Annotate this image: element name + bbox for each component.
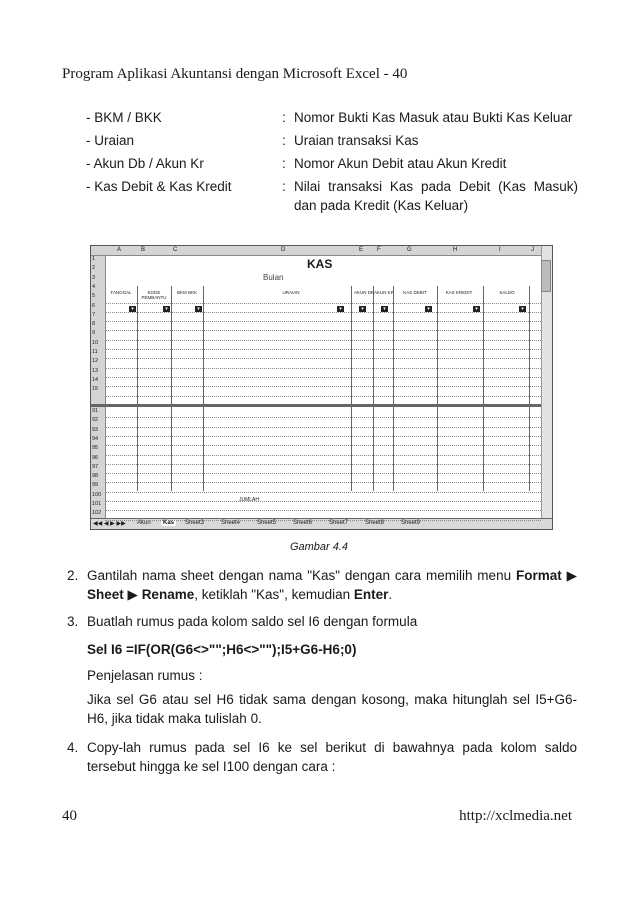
column-label: J xyxy=(531,247,534,253)
row-number: 98 xyxy=(92,473,99,480)
column-label: I xyxy=(499,247,501,253)
step-text: Copy-lah rumus pada sel I6 ke sel berikut di bawahnya pada kolom saldo tersebut hingga ke sel I100 dengan cara : xyxy=(87,740,577,774)
page-header: Program Aplikasi Akuntansi dengan Microsoft Excel - 40 xyxy=(62,66,408,82)
definition-colon: : xyxy=(282,110,286,125)
row-number: 92 xyxy=(92,417,99,424)
grid-column-line xyxy=(351,286,352,491)
col-header-akun-kr: AKUN KR xyxy=(374,290,395,295)
menu-format: Format xyxy=(515,568,562,583)
step-text: Buatlah rumus pada kolom saldo sel I6 dengan formula xyxy=(87,614,418,629)
row-number: 1 xyxy=(92,256,96,262)
step-text: , ketiklah "Kas", kemudian xyxy=(194,587,351,602)
col-header-saldo: SALDO xyxy=(499,290,515,295)
tab-akun[interactable]: Akun xyxy=(137,520,151,526)
grid-column-line xyxy=(137,286,138,491)
filter-dropdown-icon[interactable]: ▾ xyxy=(425,306,432,312)
arrow-right-icon: ▶ xyxy=(127,587,138,602)
penjelasan-title: Penjelasan rumus : xyxy=(87,668,203,683)
row-number: 9 xyxy=(92,330,96,337)
row-number: 8 xyxy=(92,321,96,328)
row-number: 3 xyxy=(92,274,96,281)
tab-sheet7[interactable]: Sheet7 xyxy=(329,520,349,526)
row-number: 102 xyxy=(92,510,102,517)
step-number: 2. xyxy=(67,568,79,583)
row-number: 97 xyxy=(92,463,99,470)
step-4 xyxy=(67,738,577,776)
row-number: 6 xyxy=(92,302,96,309)
filter-dropdown-icon[interactable]: ▾ xyxy=(195,306,202,312)
filter-dropdown-icon[interactable]: ▾ xyxy=(473,306,480,312)
row-number: 101 xyxy=(92,501,102,507)
column-label: H xyxy=(453,247,458,253)
filter-dropdown-icon[interactable]: ▾ xyxy=(129,306,136,312)
row-number: 15 xyxy=(92,386,99,393)
col-header-bkm: BKM BKK xyxy=(176,290,197,295)
col-header-uraian: URAIAN xyxy=(282,290,300,295)
filter-dropdown-icon[interactable]: ▾ xyxy=(337,306,344,312)
tab-sheet6[interactable]: Sheet6 xyxy=(293,520,313,526)
step-3 xyxy=(67,612,577,631)
grid-column-line xyxy=(171,286,172,491)
col-header-tanggal: TANGGAL xyxy=(110,290,132,295)
column-label: B xyxy=(141,247,146,253)
column-label: A xyxy=(117,247,122,253)
tab-sheet8[interactable]: Sheet8 xyxy=(365,520,385,526)
definition-row xyxy=(86,131,578,150)
col-header-akun-db: AKUN DB xyxy=(354,290,375,295)
definition-term: - Kas Debit & Kas Kredit xyxy=(86,179,232,194)
row-number: 93 xyxy=(92,426,99,433)
column-label: D xyxy=(281,247,286,253)
definition-list xyxy=(86,108,578,219)
row-number: 94 xyxy=(92,435,99,442)
grid-column-line xyxy=(483,286,484,491)
definition-colon: : xyxy=(282,156,286,171)
tab-kas[interactable]: Kas xyxy=(163,520,175,526)
filter-dropdown-icon[interactable]: ▾ xyxy=(359,306,366,312)
row-number: 99 xyxy=(92,482,99,489)
grid-line xyxy=(105,492,541,493)
tab-sheet5[interactable]: Sheet5 xyxy=(257,520,277,526)
grid-line xyxy=(105,501,541,502)
key-enter: Enter xyxy=(353,587,389,602)
row-number: 5 xyxy=(92,293,96,300)
definition-colon: : xyxy=(282,179,286,194)
column-label: C xyxy=(173,247,178,253)
step-text: Gantilah nama sheet dengan nama "Kas" dengan cara memilih menu xyxy=(87,568,512,583)
tab-sheet3[interactable]: Sheet3 xyxy=(185,520,205,526)
column-label: F xyxy=(377,247,381,253)
tab-sheet9[interactable]: Sheet9 xyxy=(401,520,421,526)
spreadsheet-screenshot xyxy=(90,245,553,530)
row-number: 13 xyxy=(92,367,99,374)
sheet-title: KAS xyxy=(307,257,333,271)
row-number: 7 xyxy=(92,311,96,318)
definition-row xyxy=(86,154,578,173)
row-number: 14 xyxy=(92,376,99,383)
column-label: G xyxy=(407,247,412,253)
definition-term: - BKM / BKK xyxy=(86,110,162,125)
col-header-kode: KODE PEMBANTU xyxy=(141,290,167,300)
grid-column-line xyxy=(203,286,204,491)
arrow-right-icon: ▶ xyxy=(566,568,577,583)
definition-term: - Uraian xyxy=(86,133,135,148)
scrollbar-thumb[interactable] xyxy=(541,260,551,292)
filter-dropdown-icon[interactable]: ▾ xyxy=(163,306,170,312)
step-text: . xyxy=(388,587,393,602)
row-number: 12 xyxy=(92,358,99,365)
row-number: 11 xyxy=(92,349,98,355)
formula: Sel I6 =IF(OR(G6<>"";H6<>"");I5+G6-H6;0) xyxy=(87,642,357,657)
tab-sheet4[interactable]: Sheet4 xyxy=(221,520,241,526)
definition-desc: Nilai transaksi Kas pada Debit (Kas Masuk) dan pada Kredit (Kas Keluar) xyxy=(294,179,578,213)
definition-term: - Akun Db / Akun Kr xyxy=(86,156,204,171)
row-number: 100 xyxy=(92,491,102,498)
grid-line xyxy=(105,520,541,521)
grid-column-line xyxy=(373,286,374,491)
penjelasan-text: Jika sel G6 atau sel H6 tidak sama dengan kosong, maka hitunglah sel I5+G6-H6, jika tidak maka tulislah 0. xyxy=(87,692,577,726)
definition-row xyxy=(86,108,578,127)
row-number: 96 xyxy=(92,454,99,461)
filter-dropdown-icon[interactable]: ▾ xyxy=(519,306,526,312)
definition-row xyxy=(86,177,578,215)
step-2 xyxy=(67,566,577,604)
row-number: 10 xyxy=(92,339,99,346)
step-number: 3. xyxy=(67,614,79,629)
grid-column-line xyxy=(393,286,394,491)
row-number: 95 xyxy=(92,445,99,452)
column-header-bar xyxy=(91,246,541,256)
grid-line xyxy=(105,510,541,511)
figure-caption: Gambar 4.4 xyxy=(289,541,349,553)
step-number: 4. xyxy=(67,740,79,755)
col-header-kas-kredit: KAS KREDIT xyxy=(445,290,473,295)
vertical-scrollbar[interactable] xyxy=(541,246,552,519)
grid-column-line xyxy=(529,286,530,491)
jumlah-label: JUMLAH xyxy=(239,497,260,503)
definition-colon: : xyxy=(282,133,286,148)
grid-column-line xyxy=(437,286,438,491)
column-label: E xyxy=(359,247,364,253)
split-bar[interactable] xyxy=(91,404,541,407)
row-number: 91 xyxy=(92,408,99,414)
menu-rename: Rename xyxy=(141,587,195,602)
tab-scroll-arrows-icon[interactable]: ◀◀ ◀ ▶ ▶▶ xyxy=(93,521,126,527)
menu-sheet: Sheet xyxy=(87,587,124,602)
sheet-month-label: Bulan xyxy=(263,273,284,282)
definition-desc: Nomor Akun Debit atau Akun Kredit xyxy=(294,156,507,171)
page-number: 40 xyxy=(62,808,77,824)
col-header-kas-debit: KAS DEBIT xyxy=(403,290,427,295)
filter-dropdown-icon[interactable]: ▾ xyxy=(381,306,388,312)
definition-desc: Uraian transaksi Kas xyxy=(294,133,419,148)
row-number: 4 xyxy=(92,283,96,290)
definition-desc: Nomor Bukti Kas Masuk atau Bukti Kas Keluar xyxy=(294,110,573,125)
footer-url[interactable]: http://xclmedia.net xyxy=(459,808,572,824)
row-number: 2 xyxy=(92,265,96,272)
